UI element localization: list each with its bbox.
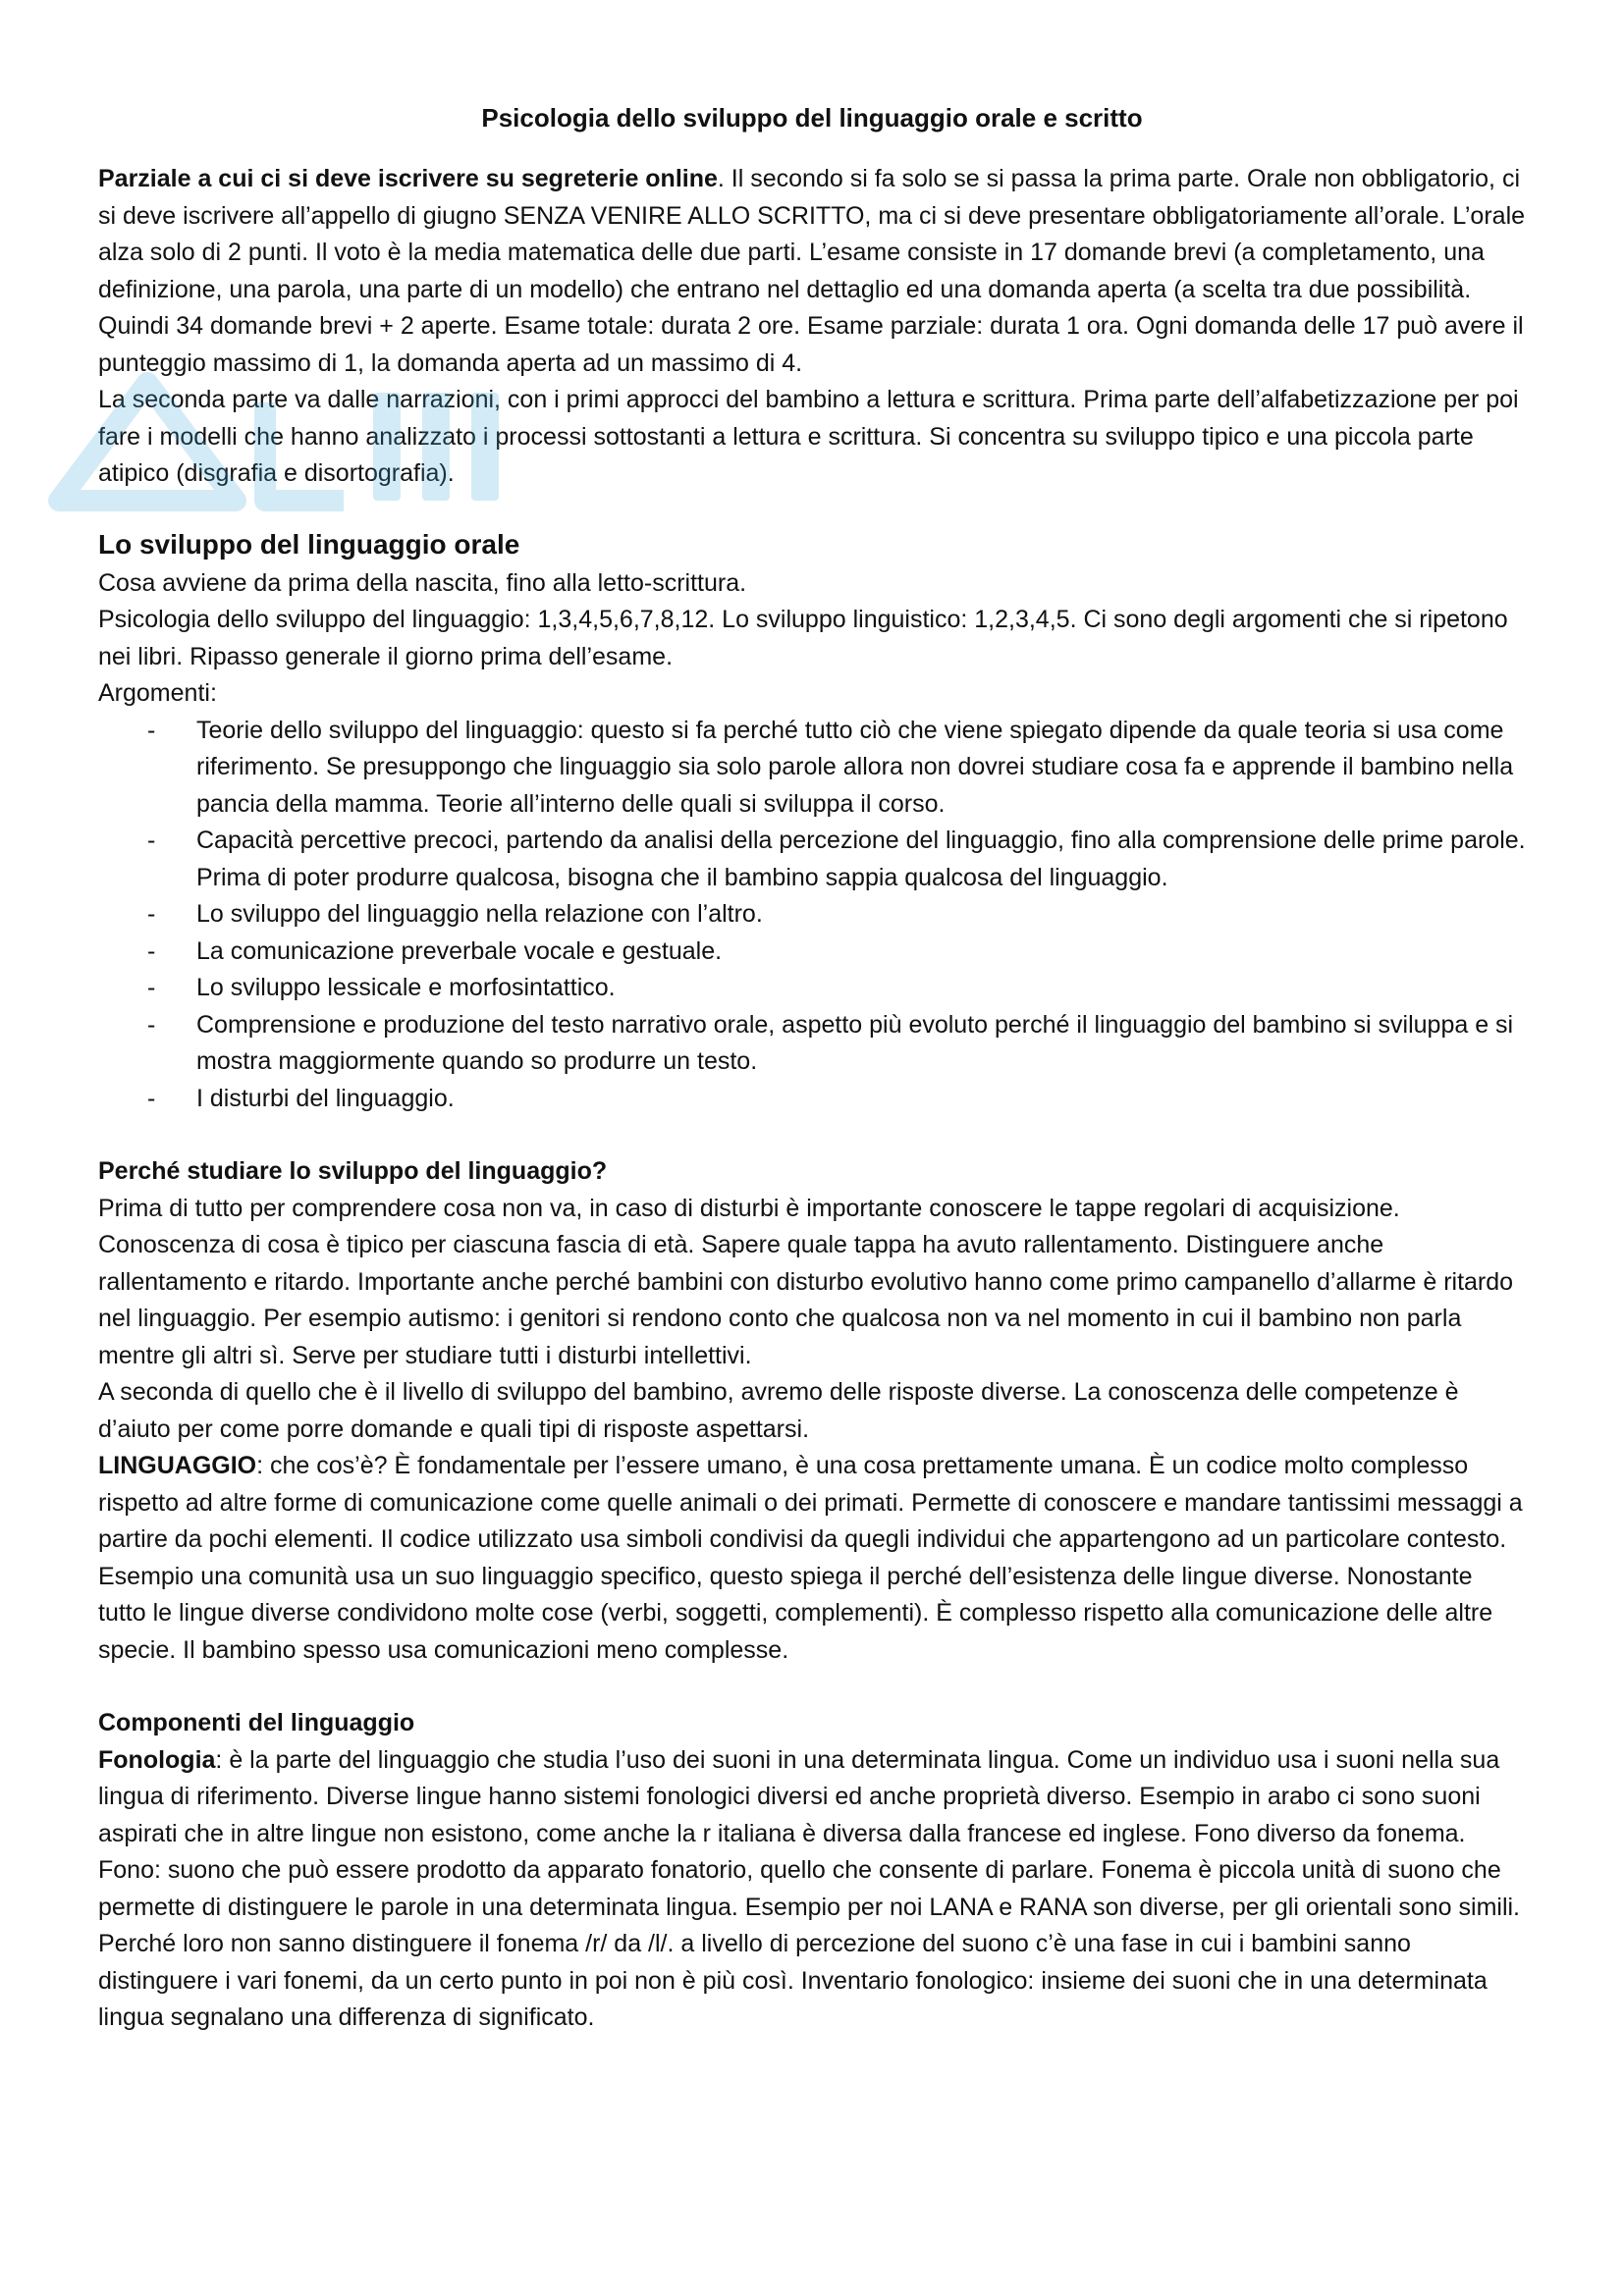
fonologia-definition: : è la parte del linguaggio che studia l’uso dei suoni in una determinata lingua. Come un individuo usa i suoni nella sua lingua di riferimento. Diverse lingue hanno sistemi fonologici diversi ed anche proprietà diverso. Esempio in arabo ci sono suoni aspirati che in altre lingue non esistono, come anche la r italiana è diversa dalla francese ed inglese. Fono diverso da fonema. Fono: suono che può essere prodotto da apparato fonatorio, quello che consente di parlare. Fonema è piccola unità di suono che permette di distinguere le parole in una determinata lingua. Esempio per noi LANA e RANA son diverse, per gli orientali sono simili. Perché loro non sanno distinguere il fonema /r/ da /l/. a livello di percezione del suono c’è una fase in cui i bambini sanno distinguere i vari fonemi, da un certo punto in poi non è più così. Inventario fonologico: insieme dei suoni che in una determinata lingua segnalano una differenza di significato. [98,1745,1520,2031]
linguaggio-term: LINGUAGGIO [98,1452,257,1479]
document-title: Psicologia dello sviluppo del linguaggio orale e scritto [481,103,1143,133]
section3-para1 [98,1742,1526,2037]
list-item: - Teorie dello sviluppo del linguaggio: questo si fa perché tutto ciò che viene spiegato dipende da quale teoria si usa come riferimento. Se presuppongo che linguaggio sia solo parole allora non dovrei studiare cosa fa e apprende il bambino nella pancia della mamma. Teorie all’interno delle quali si sviluppa il corso. [196,713,1526,824]
fonologia-term: Fonologia [98,1745,216,1774]
intro-lead: Parziale a cui ci si deve iscrivere su segreterie online [98,165,718,192]
intro-text: . Il secondo si fa solo se si passa la prima parte. Orale non obbligatorio, ci si deve iscrivere all’appello di giugno SENZA VENIRE ALLO SCRITTO, ma ci si deve presentare obbligatoriamente all’orale. L’orale alza solo di 2 punti. Il voto è la media matematica delle due parti. L’esame consiste in 17 domande brevi (a completamento, una definizione, una parola, una parte di un modello) che entrano nel dettaglio ed una domanda aperta (a scelta tra due possibilità. Quindi 34 domande brevi + 2 aperte. Esame totale: durata 2 ore. Esame parziale: durata 1 ora. Ogni domanda delle 17 può avere il punteggio massimo di 1, la domanda aperta ad un massimo di 4. [98,165,1526,377]
section-heading-componenti: Componenti del linguaggio [98,1709,415,1736]
section1-line3: Argomenti: [98,679,217,707]
section-heading-perche: Perché studiare lo sviluppo del linguaggio? [98,1157,608,1185]
list-item: - Capacità percettive precoci, partendo da analisi della percezione del linguaggio, fino alla comprensione delle prime parole. Prima di poter produrre qualcosa, bisogna che il bambino sappia qualcosa del linguaggio. [196,823,1526,896]
list-item: - Lo sviluppo del linguaggio nella relazione con l’altro. [196,896,1526,934]
section2-para1: Prima di tutto per comprendere cosa non va, in caso di disturbi è importante conoscere le tappe regolari di acquisizione. Conoscenza di cosa è tipico per ciascuna fascia di età. Sapere quale tappa ha avuto rallentamento. Distinguere anche rallentamento e ritardo. Importante anche perché bambini con disturbo evolutivo hanno come primo campanello d’allarme è ritardo nel linguaggio. Per esempio autismo: i genitori si rendono conto che qualcosa non va nel momento in cui il bambino non parla mentre gli altri sì. Serve per studiare tutti i disturbi intellettivi. [98,1194,1514,1369]
intro-second-paragraph: La seconda parte va dalle narrazioni, con i primi approcci del bambino a lettura e scrittura. Prima parte dell’alfabetizzazione per poi fare i modelli che hanno analizzato i processi sottostanti a lettura e scrittura. Si concentra su sviluppo tipico e una piccola parte atipico (disgrafia e disortografia). [98,386,1519,487]
list-item: - Lo sviluppo lessicale e morfosintattico. [196,970,1526,1007]
linguaggio-definition: : che cos’è? È fondamentale per l’essere umano, è una cosa prettamente umana. È un codice molto complesso rispetto ad altre forme di comunicazione come quelle animali o dei primati. Permette di conoscere e mandare tantissimi messaggi a partire da pochi elementi. Il codice utilizzato usa simboli condivisi da quegli individui che appartengono ad un particolare contesto. Esempio una comunità usa un suo linguaggio specifico, questo spiega il perché dell’esistenza delle lingue diverse. Nonostante tutto le lingue diverse condividono molte cose (verbi, soggetti, complementi). È complesso rispetto alla comunicazione delle altre specie. Il bambino spesso usa comunicazioni meno complesse. [98,1452,1523,1664]
section1-line1: Cosa avviene da prima della nascita, fino alla letto-scrittura. [98,568,747,597]
topics-list [98,713,1526,1118]
section-heading-orale: Lo sviluppo del linguaggio orale [98,528,520,560]
section1-line2: Psicologia dello sviluppo del linguaggio: 1,3,4,5,6,7,8,12. Lo sviluppo linguistico: 1,2,3,4,5. Ci sono degli argomenti che si ripetono nei libri. Ripasso generale il giorno prima dell’esame. [98,606,1508,670]
list-item: - I disturbi del linguaggio. [196,1081,1526,1118]
list-item: - Comprensione e produzione del testo narrativo orale, aspetto più evoluto perché il linguaggio del bambino si sviluppa e si mostra maggiormente quando so produrre un testo. [196,1007,1526,1081]
intro-paragraph [98,161,1526,382]
list-item: - La comunicazione preverbale vocale e gestuale. [196,934,1526,971]
section2-para3 [98,1448,1526,1669]
section2-para2: A seconda di quello che è il livello di sviluppo del bambino, avremo delle risposte diverse. La conoscenza delle competenze è d’aiuto per come porre domande e quali tipi di risposte aspettarsi. [98,1378,1459,1443]
